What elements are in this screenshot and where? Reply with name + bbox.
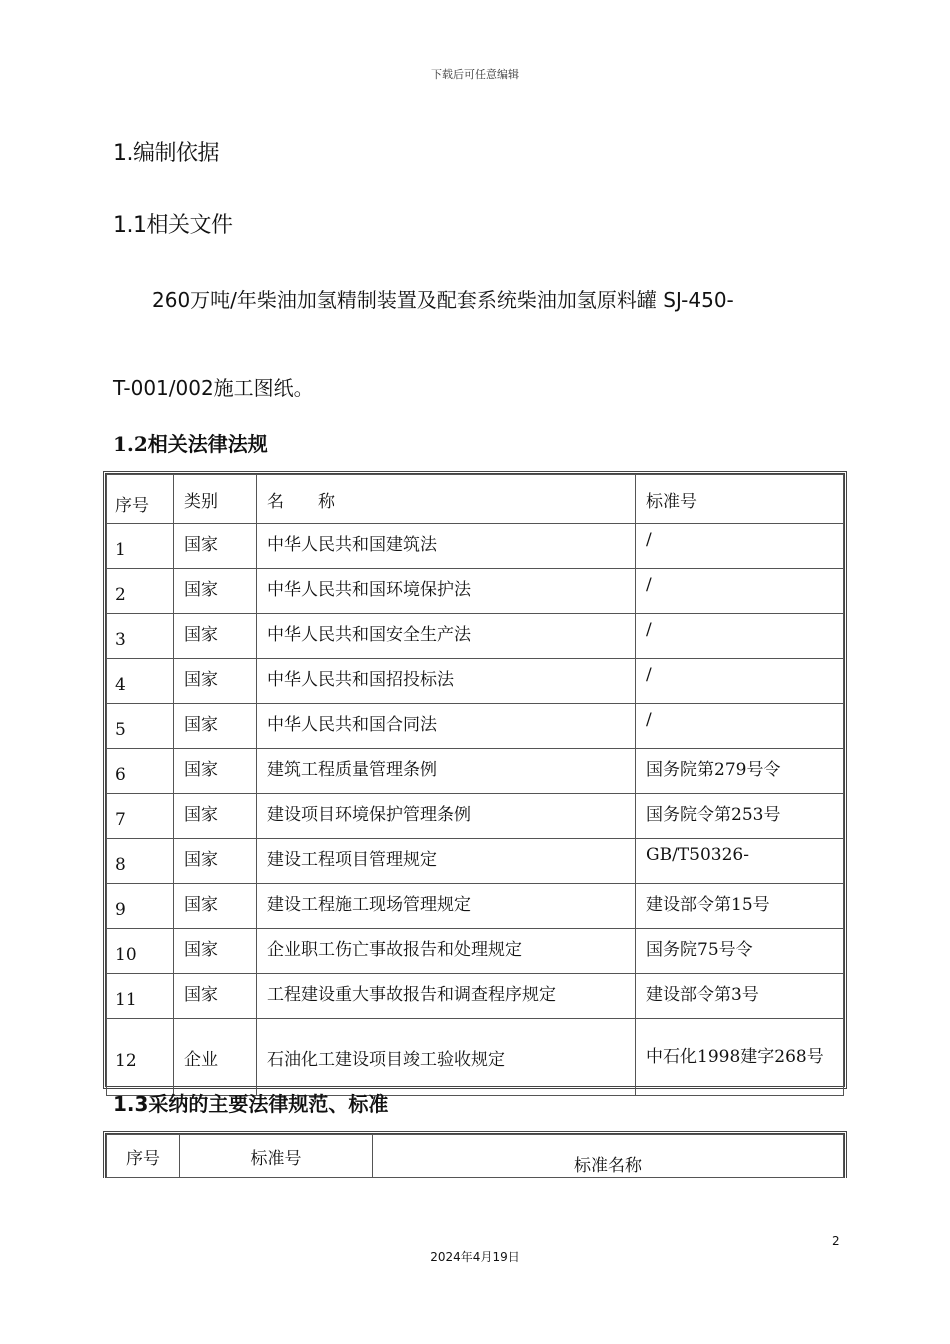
- row-standard: 国务院令第253号: [636, 794, 844, 839]
- row-category: 国家: [174, 749, 257, 794]
- row-category: 国家: [174, 884, 257, 929]
- header-cell-index: 序号: [107, 475, 174, 524]
- row-index: 7: [107, 794, 174, 839]
- table-row: [107, 569, 844, 614]
- heading-1-2: 1.2相关法律法规: [113, 432, 268, 456]
- row-category: 国家: [174, 569, 257, 614]
- row-index: 9: [107, 884, 174, 929]
- row-name: 建设工程施工现场管理规定: [257, 884, 636, 929]
- row-index: 2: [107, 569, 174, 614]
- table-row: [107, 614, 844, 659]
- row-name: 建设项目环境保护管理条例: [257, 794, 636, 839]
- row-name: 企业职工伤亡事故报告和处理规定: [257, 929, 636, 974]
- table-header-row: [107, 1135, 844, 1178]
- header-cell-standard-no: 标准号: [180, 1135, 373, 1178]
- header-cell-index: 序号: [107, 1135, 180, 1178]
- row-index: 8: [107, 839, 174, 884]
- row-name: 建筑工程质量管理条例: [257, 749, 636, 794]
- table-row: [107, 974, 844, 1019]
- heading-1-1: 1.1相关文件: [113, 213, 233, 238]
- row-index: 6: [107, 749, 174, 794]
- row-name: 石油化工建设项目竣工验收规定: [257, 1019, 636, 1096]
- header-cell-category: 类别: [174, 475, 257, 524]
- table-row: [107, 794, 844, 839]
- row-category: 国家: [174, 704, 257, 749]
- row-category: 国家: [174, 524, 257, 569]
- row-standard: /: [636, 524, 844, 569]
- row-index: 3: [107, 614, 174, 659]
- table-row: [107, 1019, 844, 1096]
- header-cell-name: 名 称: [257, 475, 636, 524]
- row-standard: /: [636, 569, 844, 614]
- row-category: 国家: [174, 839, 257, 884]
- row-category: 国家: [174, 659, 257, 704]
- row-name: 中华人民共和国建筑法: [257, 524, 636, 569]
- table-row: [107, 929, 844, 974]
- row-standard: 国务院75号令: [636, 929, 844, 974]
- row-index: 11: [107, 974, 174, 1019]
- table-header-row: [107, 475, 844, 524]
- heading-1: 1.编制依据: [113, 141, 219, 166]
- row-name: 工程建设重大事故报告和调查程序规定: [257, 974, 636, 1019]
- row-index: 4: [107, 659, 174, 704]
- row-standard: 建设部令第3号: [636, 974, 844, 1019]
- row-category: 国家: [174, 929, 257, 974]
- row-name: 中华人民共和国招投标法: [257, 659, 636, 704]
- row-standard: /: [636, 659, 844, 704]
- table-row: [107, 884, 844, 929]
- row-standard: 建设部令第15号: [636, 884, 844, 929]
- paragraph-line-1: 260万吨/年柴油加氢精制装置及配套系统柴油加氢原料罐 SJ-450-: [152, 288, 734, 312]
- row-standard: GB/T50326-: [636, 839, 844, 884]
- footer-date: 2024年4月19日: [430, 1250, 520, 1264]
- row-index: 1: [107, 524, 174, 569]
- row-category: 国家: [174, 794, 257, 839]
- standards-table: [103, 1131, 847, 1178]
- table-row: [107, 839, 844, 884]
- row-name: 中华人民共和国安全生产法: [257, 614, 636, 659]
- row-category: 国家: [174, 974, 257, 1019]
- row-standard: [636, 1019, 844, 1096]
- row-standard: /: [636, 704, 844, 749]
- page-number: 2: [832, 1234, 840, 1248]
- table-row: [107, 749, 844, 794]
- regulations-table: [103, 471, 847, 1089]
- table-row: [107, 524, 844, 569]
- row-standard: 国务院第279号令: [636, 749, 844, 794]
- row-category: 企业: [174, 1019, 257, 1096]
- row-category: 国家: [174, 614, 257, 659]
- header-cell-standard: 标准号: [636, 475, 844, 524]
- table-row: [107, 704, 844, 749]
- row-index: 12: [107, 1019, 174, 1096]
- header-cell-standard-name: 标准名称: [373, 1135, 844, 1178]
- row-index: 5: [107, 704, 174, 749]
- table-row: [107, 659, 844, 704]
- row-standard: /: [636, 614, 844, 659]
- heading-1-3: 1.3采纳的主要法律规范、标准: [113, 1092, 389, 1116]
- row-name: 中华人民共和国环境保护法: [257, 569, 636, 614]
- row-name: 中华人民共和国合同法: [257, 704, 636, 749]
- row-name: 建设工程项目管理规定: [257, 839, 636, 884]
- paragraph-line-2: T-001/002施工图纸。: [113, 376, 314, 400]
- header-note: 下载后可任意编辑: [431, 68, 519, 81]
- row-index: 10: [107, 929, 174, 974]
- row-standard-text: 中石化1998建字268号: [646, 1047, 824, 1067]
